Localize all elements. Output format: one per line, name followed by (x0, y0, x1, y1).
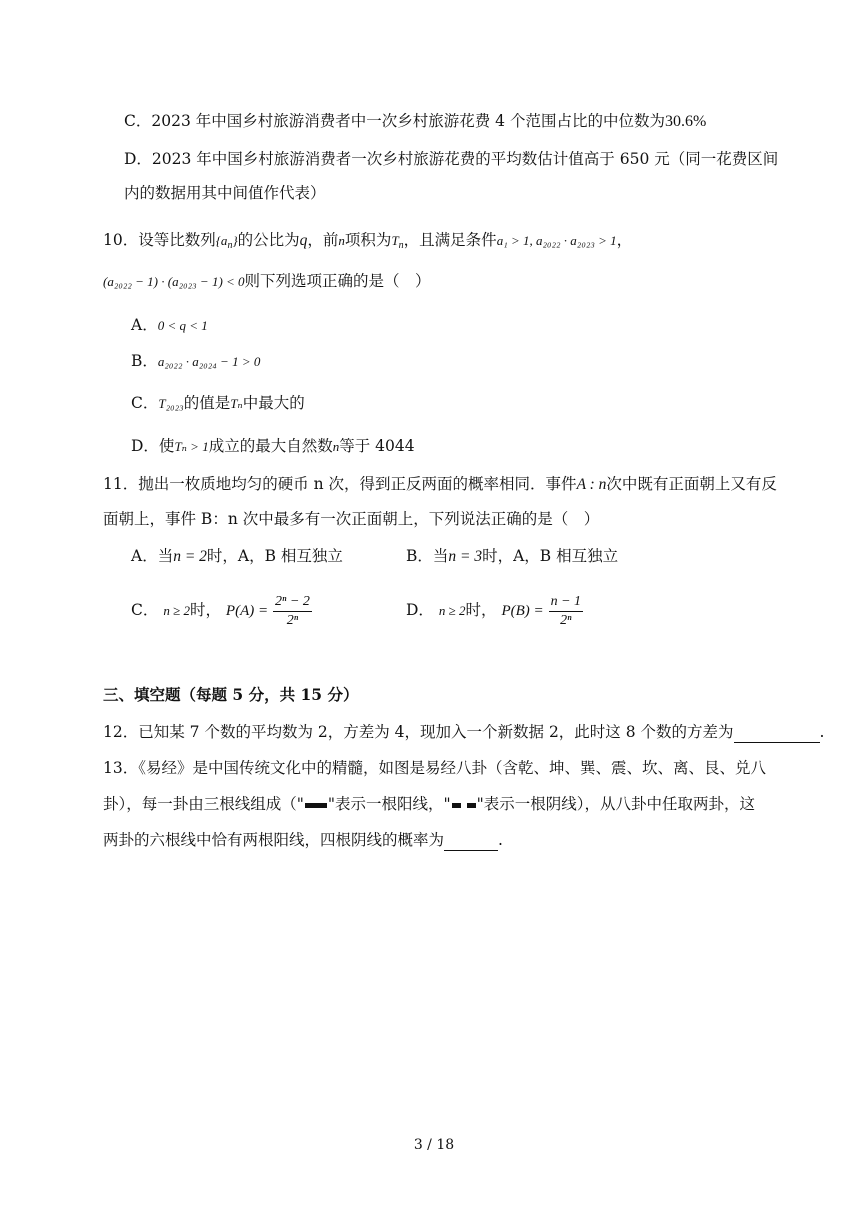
q10-option-a-label: A． (131, 316, 158, 334)
q13-text: 两卦的六根线中恰有两根阳线，四根阴线的概率为 (103, 831, 445, 849)
yin-line-icon-left (452, 803, 461, 808)
q13-period: . (498, 831, 503, 849)
q11-option-b-text: 时，A，B 相互独立 (482, 547, 619, 565)
q10-Tn: $T_n$ (391, 233, 404, 251)
q10-option-c-text: 的值是 (183, 394, 231, 412)
q11-option-a-text: 时，A，B 相互独立 (206, 547, 343, 565)
q13-line1: 13．《易经》是中国传统文化中的精髓，如图是易经八卦（含乾、坤、巽、震、坎、离、艮、兑八 (103, 759, 766, 777)
q10-option-d-label: D．使 (131, 437, 175, 455)
q11-option-d-condition: n ≥ 2 (438, 603, 466, 618)
q11-option-c-fraction (273, 593, 312, 630)
q10-option-a (131, 314, 208, 337)
q10-option-d (131, 435, 415, 458)
yin-line-icon-right (467, 803, 476, 808)
q9-option-d-line2: 内的数据用其中间值作代表） (124, 184, 326, 202)
q11-option-b-expr: n = 3 (448, 548, 483, 565)
q10-n: n (338, 233, 345, 248)
q11-option-a-label: A．当 (131, 547, 174, 565)
q9-option-c-text: C．2023 年中国乡村旅游消费者中一次乡村旅游花费 4 个范围占比的中位数为 (124, 112, 665, 130)
q13-answer-blank[interactable] (444, 834, 498, 851)
q10-option-c (131, 392, 305, 415)
q10-stem-part: ， (616, 231, 633, 249)
q9-option-d-line1: D．2023 年中国乡村旅游消费者一次乡村旅游花费的平均数估计值高于 650 元（同一花费区间 (124, 150, 779, 168)
q10-option-c-Tn: Tₙ (230, 396, 243, 411)
q11-option-b-label: B．当 (406, 547, 449, 565)
q10-stem-part: 10．设等比数列 (103, 231, 216, 249)
q11-stem-line1 (103, 473, 777, 496)
q11-option-c-label: C． (131, 601, 159, 619)
q10-stem-line2 (103, 270, 431, 293)
q12-text: 12．已知某 7 个数的平均数为 2，方差为 4，现加入一个新数据 2，此时这 8 个数的方差为 (103, 723, 734, 741)
q11-option-c-condition: n ≥ 2 (163, 603, 190, 618)
q10-sequence: $\{a_n\}$ (215, 233, 238, 251)
q9-option-c (124, 110, 706, 133)
q10-option-d-text: 等于 4044 (339, 437, 415, 455)
q9-option-c-value: 30.6% (664, 113, 707, 130)
q10-stem-part: 则下列选项正确的是（ ） (244, 272, 431, 290)
q13-text: "表示一根阳线，" (327, 795, 451, 813)
q13-text: 卦），每一卦由三根线组成（" (103, 795, 304, 813)
q11-option-c-numerator: 2ⁿ − 2 (273, 593, 312, 612)
q11-option-d-fraction (549, 593, 583, 630)
q12-period: . (819, 723, 825, 741)
q10-condition2: (a₂₀₂₂ − 1) · (a₂₀₂₃ − 1) < 0 (103, 274, 245, 289)
section-title: 三、填空题（每题 5 分，共 15 分） (103, 685, 359, 704)
q10-T: T (391, 233, 399, 248)
q11-option-c-lhs: P(A) = (225, 603, 269, 619)
q11-stem-part: 11．抛出一枚质地均匀的硬币 n 次，得到正反两面的概率相同．事件 (103, 475, 577, 493)
q10-option-c-label: C． (131, 394, 159, 412)
q10-sequence-symbol: {a (215, 233, 228, 248)
q10-condition: a₁ > 1, a₂₀₂₂ · a₂₀₂₃ > 1 (496, 233, 617, 248)
q11-option-c-text: 时， (189, 601, 221, 619)
q10-stem-part: ，前 (307, 231, 339, 249)
q10-option-b (131, 350, 260, 373)
q13-text: "表示一根阴线），从八卦中任取两卦，这 (476, 795, 756, 813)
q10-stem-part: 项积为 (344, 231, 392, 249)
q11-option-a-expr: n = 2 (173, 548, 207, 565)
q11-event-a: A : n (576, 476, 607, 493)
q10-stem-line1 (103, 229, 632, 257)
q11-option-d-denominator: 2ⁿ (560, 612, 572, 628)
q12-answer-blank[interactable] (734, 726, 820, 743)
q10-option-d-n: n (332, 439, 340, 454)
q10-q: q (299, 232, 308, 249)
q13-line3 (103, 829, 503, 851)
q10-option-d-text: 成立的最大自然数 (208, 437, 333, 455)
q11-option-d-lhs: P(B) = (501, 603, 544, 619)
page-number: 3 / 18 (413, 1137, 455, 1153)
q11-option-b (406, 545, 618, 568)
q10-stem-part: ，且满足条件 (403, 231, 497, 249)
yang-line-icon (305, 803, 327, 808)
q11-stem-part: 次中既有正面朝上又有反 (606, 475, 777, 493)
q11-option-a (131, 545, 343, 568)
q12 (103, 721, 824, 743)
q10-option-c-text: 中最大的 (242, 394, 305, 412)
q11-option-d-numerator: n − 1 (549, 593, 583, 612)
q11-option-d-text: 时， (465, 601, 497, 619)
q11-stem-line2: 面朝上，事件 B：n 次中最多有一次正面朝上，下列说法正确的是（ ） (103, 510, 600, 528)
q10-option-c-T2023: T₂₀₂₃ (158, 396, 184, 411)
q11-option-d-label: D． (406, 601, 434, 619)
q11-option-c (131, 590, 312, 631)
q10-option-d-expr: Tₙ > 1 (174, 439, 209, 454)
q10-option-a-expr: 0 < q < 1 (157, 318, 208, 333)
q11-option-c-denominator: 2ⁿ (286, 612, 299, 628)
q10-stem-part: 的公比为 (237, 231, 300, 249)
q10-option-b-label: B． (131, 352, 158, 370)
q11-option-d (406, 590, 583, 631)
q13-line2 (103, 793, 755, 815)
q10-option-b-expr: a₂₀₂₂ · a₂₀₂₄ − 1 > 0 (157, 354, 261, 369)
